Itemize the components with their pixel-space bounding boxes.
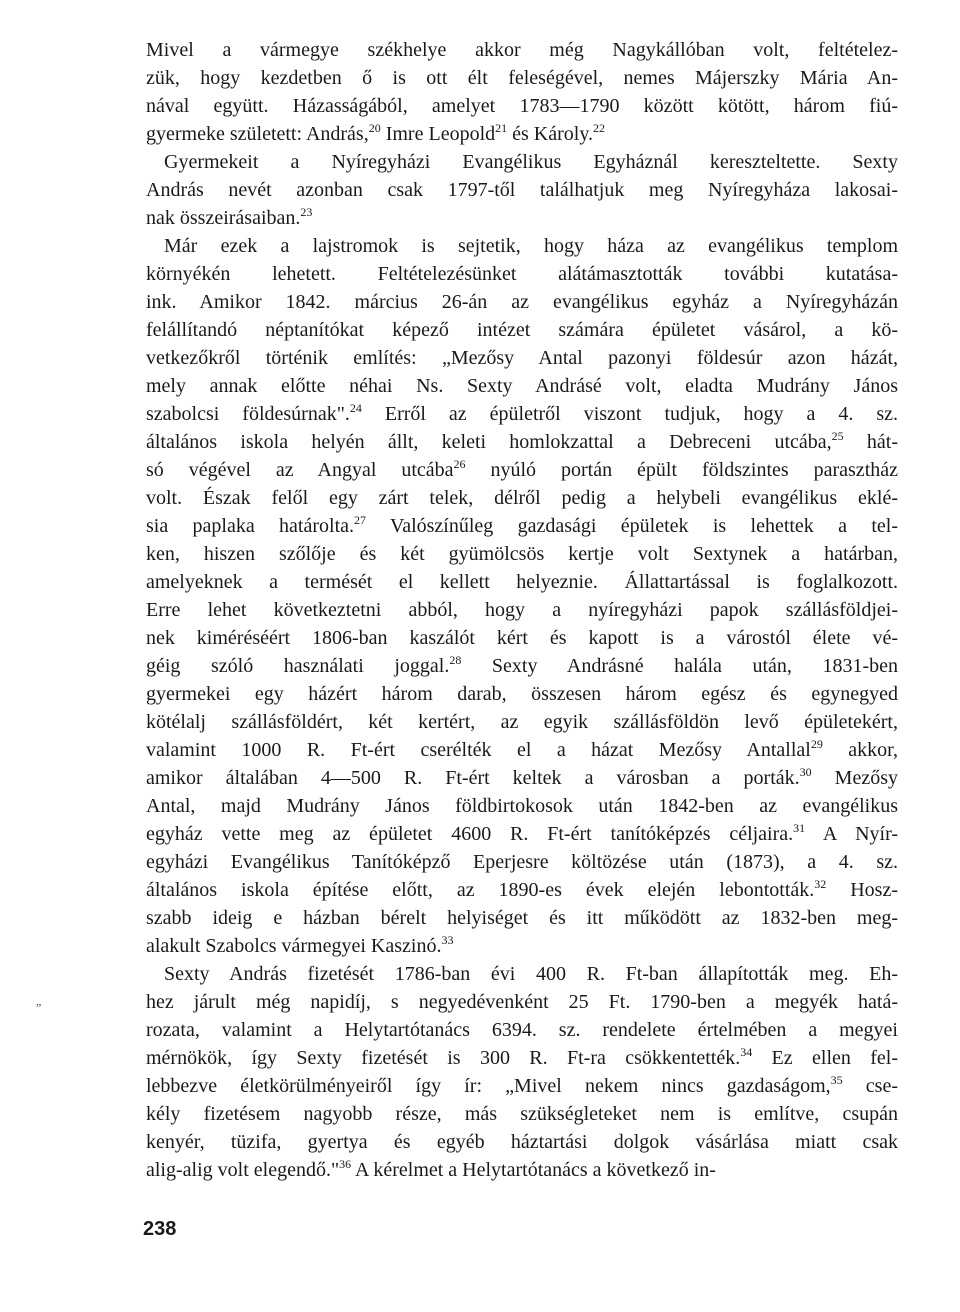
text-line: nek kiméréséért 1806-ban kaszálót kért és kapott is a várostól élete vé-: [146, 627, 898, 649]
page-number: 238: [143, 1218, 177, 1240]
text-line: hez járult még napidíj, s negyedévenként 25 Ft. 1790-ben a megyék hatá-: [146, 991, 898, 1013]
text-line: nával együtt. Házasságából, amelyet 1783—1790 között kötött, három fiú-: [146, 95, 898, 117]
text-line: gyermeke született: András,$^{20}$ Imre Leopold$^{21}$ és Károly.$^{22}$: [146, 121, 606, 145]
text-line: volt. Észak felől egy zárt telek, délről pedig a helybeli evangélikus eklé-: [146, 487, 898, 509]
footnote-ref: 28: [449, 653, 462, 667]
text-line: egyházi Evangélikus Tanítóképző Eperjesre költözése után (1873), a 4. sz.: [146, 851, 898, 873]
text-line: András nevét azonban csak 1797-től találhatjuk meg Nyíregyháza lakosai-: [146, 179, 898, 201]
text-line: felállítandó néptanítókat képező intézet számára épületet vásárol, a kö-: [146, 319, 898, 341]
footnote-ref: 24: [349, 401, 362, 415]
text-line: Már ezek a lajstromok is sejtetik, hogy háza az evangélikus templom: [164, 235, 898, 257]
footnote-ref: 23: [300, 205, 313, 219]
text-line: lebbezve életkörülményeiről így ír: „Mivel nekem nincs gazdaságom,$^{35}$ cse-: [146, 1073, 898, 1097]
footnote-ref: 26: [453, 457, 466, 471]
text-line: alakult Szabolcs vármegyei Kaszinó.$^{33}$: [146, 933, 454, 957]
text-line: rozata, valamint a Helytartótanács 6394. sz. rendelete értelmében a megyei: [146, 1019, 898, 1041]
text-line: kötélalj szállásföldért, két kertért, az egyik szállásföldön levő épületekért,: [146, 711, 898, 733]
text-line: kély fizetésem nagyobb része, más szükségleteket nem is említve, csupán: [146, 1103, 898, 1125]
footnote-ref: 33: [441, 933, 454, 947]
text-line: egyház vette meg az épületet 4600 R. Ft-ért tanítóképzés céljaira.$^{31}$ A Nyír-: [146, 821, 898, 845]
text-line: Sexty András fizetését 1786-ban évi 400 R. Ft-ban állapították meg. Eh-: [164, 963, 898, 985]
text-line: szabolcsi földesúrnak".$^{24}$ Erről az épületről viszont tudjuk, hogy a 4. sz.: [146, 401, 899, 425]
text-line: sia paplaka határolta.$^{27}$ Valószínűleg gazdasági épületek is lehettek a tel-: [146, 513, 898, 537]
text-line: általános iskola helyén állt, keleti homlokzattal a Debreceni utcába,$^{25}$ hát-: [146, 429, 898, 453]
footnote-ref: 30: [799, 765, 812, 779]
text-line: géig szóló használati joggal.$^{28}$ Sexty Andrásné halála után, 1831-ben: [146, 653, 898, 677]
footnote-ref: 21: [495, 121, 508, 135]
text-line: szabb ideig e házban bérelt helyiséget és itt működött az 1832-ben meg-: [146, 907, 898, 929]
text-line: Mivel a vármegye székhelye akkor még Nagykállóban volt, feltételez-: [146, 39, 898, 61]
footnote-ref: 31: [793, 821, 806, 835]
text-line: alig-alig volt elegendő."$^{36}$ A kérelmet a Helytartótanács a következő in-: [146, 1157, 716, 1181]
footnote-ref: 29: [810, 737, 823, 751]
text-line: amikor általában 4—500 R. Ft-ért keltek a városban a porták.$^{30}$ Mezősy: [146, 765, 898, 789]
text-line: Antal, majd Mudrány János földbirtokosok után 1842-ben az evangélikus: [146, 795, 898, 817]
footnote-ref: 27: [354, 513, 367, 527]
margin-mark: „: [36, 994, 42, 1008]
footnote-ref: 36: [339, 1157, 352, 1171]
footnote-ref: 25: [831, 429, 844, 443]
text-line: zük, hogy kezdetben ő is ott élt feleségével, nemes Májerszky Mária An-: [146, 67, 898, 89]
text-line: Gyermekeit a Nyíregyházi Evangélikus Egyháznál kereszteltette. Sexty: [164, 151, 898, 173]
text-line: ken, hiszen szőlője és két gyümölcsös kertje volt Sextynek a határban,: [146, 543, 898, 565]
text-line: Erre lehet következtetni abból, hogy a nyíregyházi papok szállásföldjei-: [146, 599, 898, 621]
footnote-ref: 22: [593, 121, 606, 135]
text-line: kenyér, tüzifa, gyertya és egyéb háztartási dolgok vásárlása miatt csak: [146, 1131, 898, 1153]
text-line: ink. Amikor 1842. március 26-án az evangélikus egyház a Nyíregyházán: [146, 291, 898, 313]
text-line: valamint 1000 R. Ft-ért cserélték el a házat Mezősy Antallal$^{29}$ akkor,: [146, 737, 898, 761]
text-line: só végével az Angyal utcába$^{26}$ nyúló portán épült földszintes parasztház: [146, 457, 898, 481]
text-line: általános iskola építése előtt, az 1890-es évek elején lebontották.$^{32}$ Hosz-: [146, 877, 899, 901]
footnote-ref: 32: [814, 877, 827, 891]
text-line: gyermekei egy házért három darab, összesen három egész és egynegyed: [146, 683, 898, 705]
footnote-ref: 20: [368, 121, 381, 135]
body-text: [146, 36, 898, 1184]
text-line: környékén lehetett. Feltételezésünket alátámasztották további kutatása-: [146, 263, 898, 285]
footnote-ref: 35: [830, 1073, 843, 1087]
text-line: amelyeknek a termését el kellett helyeznie. Állattartással is foglalkozott.: [146, 571, 898, 593]
text-line: mérnökök, így Sexty fizetését is 300 R. Ft-ra csökkentették.$^{34}$ Ez ellen fel-: [146, 1045, 898, 1069]
text-line: nak összeirásaiban.$^{23}$: [146, 205, 313, 229]
text-line: mely annak előtte néhai Ns. Sexty Andrásé volt, eladta Mudrány János: [146, 375, 898, 397]
footnote-ref: 34: [740, 1045, 753, 1059]
text-line: vetkezőkről történik említés: „Mezősy Antal pazonyi földesúr azon házát,: [146, 347, 898, 369]
